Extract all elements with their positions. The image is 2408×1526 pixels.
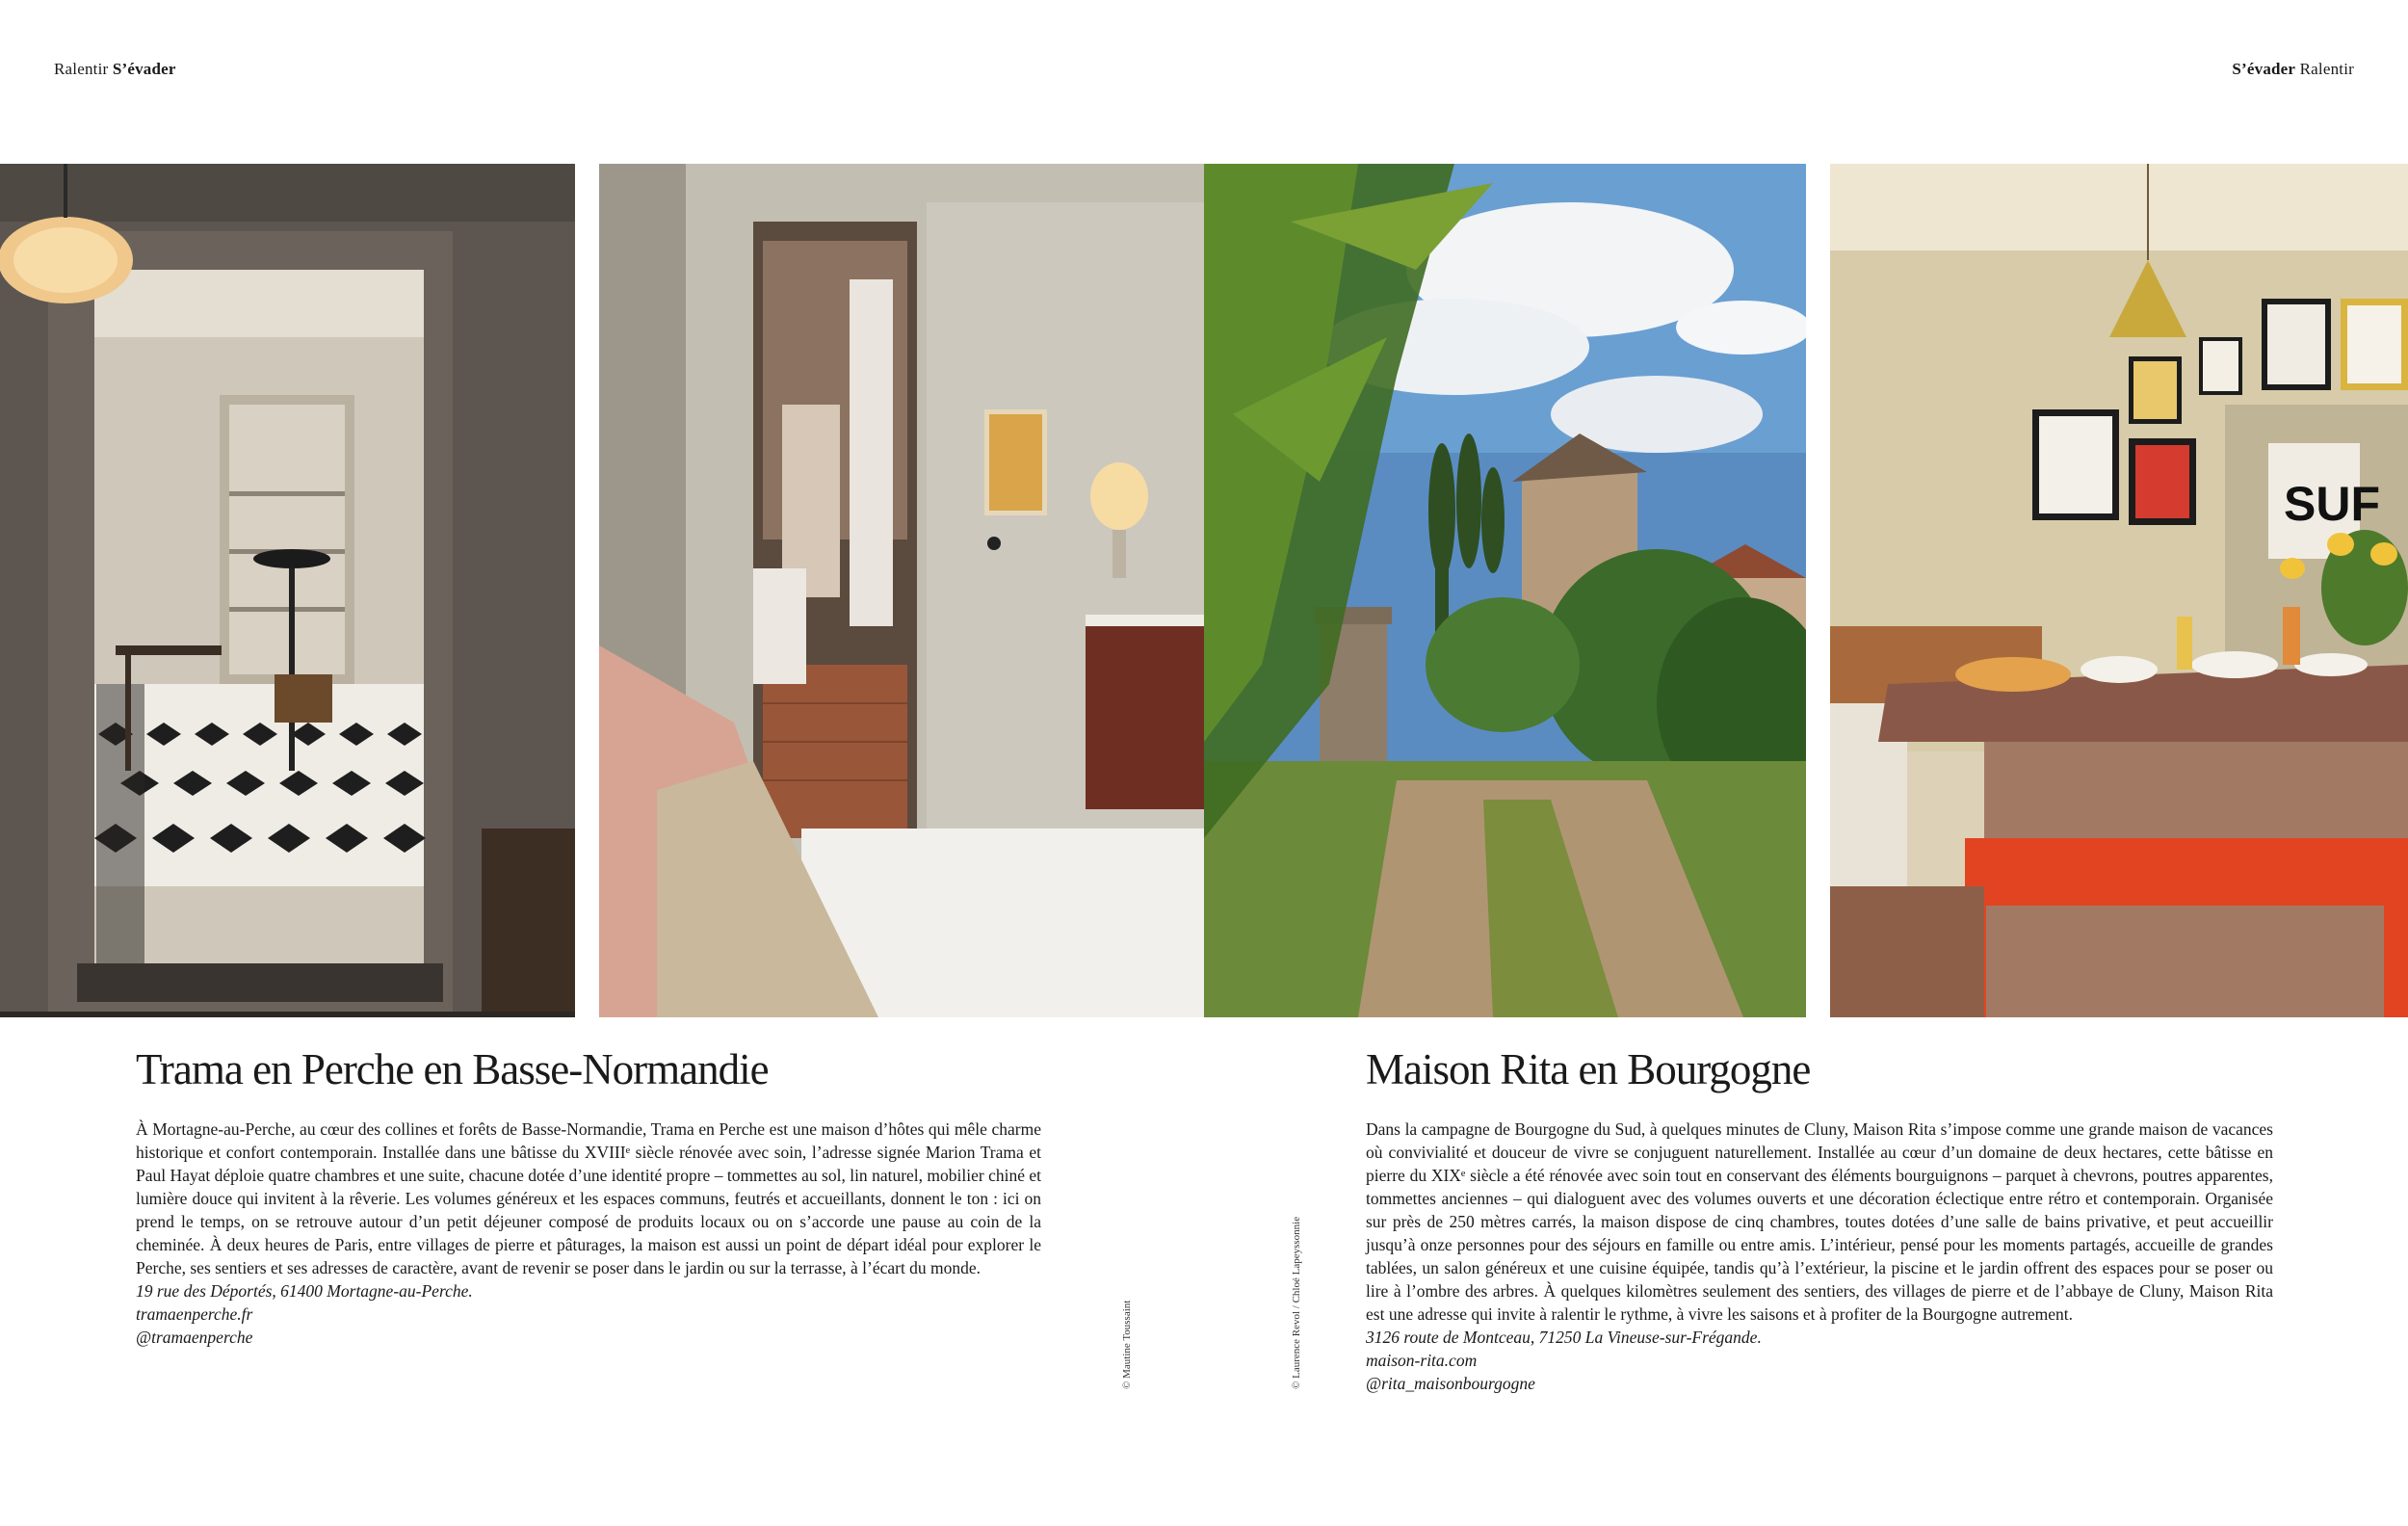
article-website-link[interactable]: maison-rita.com [1366, 1350, 1478, 1370]
running-head-section: Ralentir [54, 60, 109, 78]
running-head-left [54, 60, 176, 79]
photo-credit-right: © Laurence Revol / Chloé Lapeyssonnie [1291, 1216, 1302, 1389]
article-title: Trama en Perche en Basse-Normandie [136, 1045, 769, 1093]
photo-rita-village-path [1204, 164, 1806, 1017]
article-maison-rita [1366, 1046, 2273, 1395]
article-body: À Mortagne-au-Perche, au cœur des collines et forêts de Basse-Normandie, Trama en Perche est une maison d’hôtes qui mêle charme historique et confort contemporain. Installée dans une bâtisse du XVIIIᵉ siècle rénovée avec soin, l’adresse signée Marion Trama et Paul Hayat déploie quatre chambres et une suite, chacune dotée d’une identité propre – tommettes au sol, lin naturel, mobilier chiné et lumière douce qui invitent à la rêverie. Les volumes généreux et les espaces communs, feutrés et accueillants, donnent le ton : ici on prend le temps, on se retrouve autour d’un petit déjeuner composé de produits locaux ou on s’accorde une pause au coin de la cheminée. À deux heures de Paris, entre villages de pierre et pâturages, la maison est aussi un point de départ idéal pour explorer le Perche, ses sentiers et ses adresses de caractère, avant de revenir se poser dans le jardin ou sur la terrasse, à l’écart du monde. [136, 1118, 1041, 1277]
article-body: Dans la campagne de Bourgogne du Sud, à quelques minutes de Cluny, Maison Rita s’impose comme une grande maison de vacances où convivialité et douceur de vivre se conjuguent naturellement. Installée au cœur d’un domaine de deux hectares, cette bâtisse en pierre du XIXᵉ siècle a été rénovée avec soin tout en conservant des éléments bourguignons – parquet à chevrons, poutres apparentes, tommettes anciennes – qui dialoguent avec des volumes ouverts et une décoration éclectique entre rétro et contemporain. Organisée sur près de 250 mètres carrés, la maison dispose de cinq chambres, toutes dotées d’une salle de bains privative, et peut accueillir jusqu’à onze personnes pour des séjours en famille ou entre amis. L’intérieur, pensé pour les moments partagés, accueille de grandes tablées, un salon généreux et une cuisine équipée, tandis qu’à l’extérieur, la piscine et le jardin offrent des espaces pour se poser ou lire à l’ombre des arbres. À quelques kilomètres seulement des sentiers, des villages de pierre et de l’abbaye de Cluny, Maison Rita est une adresse qui invite à ralentir le rythme, à vivre les saisons et à profiter de la Bourgogne autrement. [1366, 1118, 2273, 1324]
running-head-right [2232, 60, 2354, 79]
article-instagram-handle[interactable]: @rita_maisonbourgogne [1366, 1373, 1535, 1393]
running-head-current: S’évader [2232, 60, 2296, 78]
article-instagram-handle[interactable]: @tramaenperche [136, 1327, 253, 1347]
running-head-current: S’évader [112, 60, 176, 78]
article-website-link[interactable]: tramaenperche.fr [136, 1303, 253, 1324]
photo-trama-bedroom [599, 164, 1204, 1017]
article-address: 3126 route de Montceau, 71250 La Vineuse-sur-Frégande. [1366, 1327, 1762, 1347]
photo-rita-dining-room [1830, 164, 2408, 1017]
running-head-section: Ralentir [2299, 60, 2354, 78]
photo-credit-left: © Mautine Toussaint [1121, 1300, 1133, 1389]
article-trama [136, 1046, 1041, 1349]
article-title: Maison Rita en Bourgogne [1366, 1045, 1811, 1093]
article-address: 19 rue des Déportés, 61400 Mortagne-au-Perche. [136, 1280, 473, 1301]
photo-trama-doorway [0, 164, 575, 1017]
photo-sign-text: SUF [2284, 477, 2380, 531]
